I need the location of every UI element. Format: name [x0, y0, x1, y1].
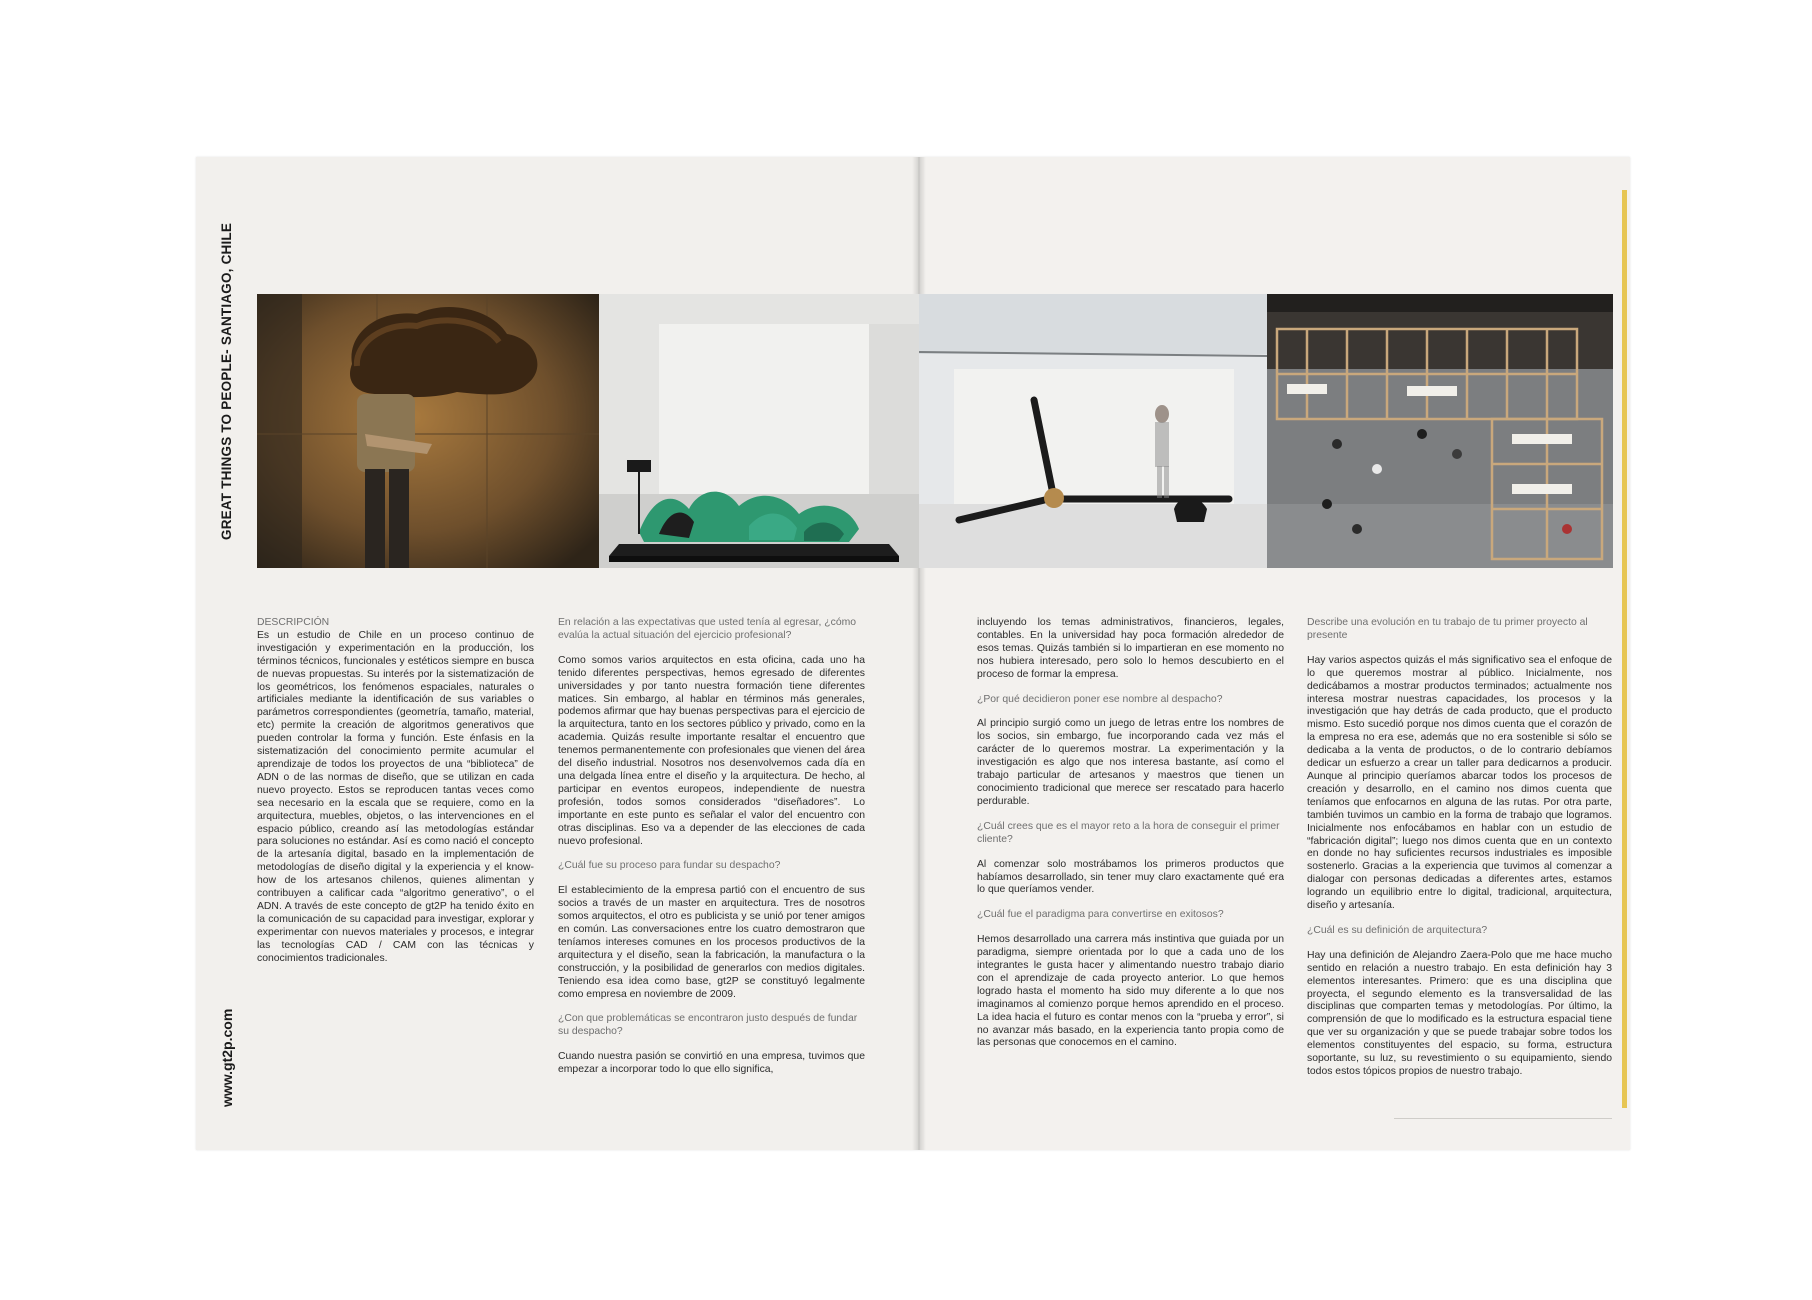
answer: Como somos varios arquitectos en esta oficina, cada uno ha tenido diferentes perspectivas, hemos egresado de diferentes universidades y por tanto nuestra formación tiene diferentes matices. Sin embargo, al hablar en términos más generales, podemos afirmar que hay buenas perspectivas para el ejercicio de la arquitectura, tanto en los sectores público y privado, como en la academia. Quizás resulte importante resaltar el encuentro que tenemos permanentemente con profesionales que vienen del área del diseño industrial. Nosotros nos desenvolvemos cada día en una delgada línea entre el diseño y la arquitectura. De hecho, al participar en eventos europeos, independiente de nuestra profesión, todos somos considerados “diseñadores”. Lo importante en este punto es señalar el valor del encuentro con otras disciplinas. Eso va a depender de las elecciones de cada nuevo profesional. [558, 654, 865, 847]
answer: El establecimiento de la empresa partió con el encuentro de sus socios a través de un master en arquitectura. Tres de nosotros somos arquitectos, el otro es publicista y se unió por tener amigos en común. Las conversaciones entre los cuatro demostraron que teníamos intereses comunes en los procesos productivos de la arquitectura y el diseño, sean la fabricación, la manufactura o la construcción, y la posibilidad de generarlos con medios digitales. Teniendo esa idea como base, gt2P se constituyó legalmente como empresa en noviembre de 2009. [558, 885, 865, 1000]
article-column-3 [977, 617, 1284, 1062]
description-paragraph: Es un estudio de Chile en un proceso continuo de investigación y experimentación en la producción, los términos técnicos, funcionales y estéticos siempre en busca de nuevas propuestas. Su interés por la sistematización de los geométricos, los fenómenos espaciales, naturales o artificiales mediante la identificación de sus variables o parámetros correspondientes (geometría, tamaño, material, etc) permite la creación de algoritmos generativos que pueden controlar la forma y función. Este énfasis en la sistematización del conocimiento permite acumular el aprendizaje de todos los proyectos de una “biblioteca” de ADN o de las normas de diseño, que se utilizan en cada nuevo proyecto. Estos se reproducen tantas veces como sea necesario en la escala que se requiere, como en la arquitectura, muebles, objetos, o las intervenciones en el espacio público, creando así las metodologías estándar para soluciones no estándar. Así es como nació el concepto de la artesanía digital, basado en la implementación de metodologías de diseño digital y la experiencia y el know-how de los artesanos chilenos, quienes alimentan y contribuyen a calificar cada “algoritmo generativo”, o el ADN. A través de este concepto de gt2P ha tenido éxito en la comunicación de su capacidad para investigar, explorar y experimentar con nuevos materiales y procesos, e integrar las tecnologías CAD / CAM con las técnicas y conocimientos tradicionales. [257, 629, 534, 964]
article-column-2 [558, 617, 865, 1089]
photo-man-with-fiber-sculpture [257, 294, 599, 568]
answer: Al comenzar solo mostrábamos los primeros productos que habíamos desarrollado, sin tener muy claro exactamente qué era lo que queríamos vender. [977, 858, 1284, 896]
answer: Hay una definición de Alejandro Zaera-Polo que me hace mucho sentido en relación a nuestro trabajo. En esta definición hay 3 elementos interesantes. Primero: que es una disciplina que proyecta, el segundo elemento es la transversalidad de las disciplinas que comparten temas y metodologías. Por último, la comprensión de que lo modificado es la estructura espacial tiene que ver su organización y que se puede trabajar sobre todos los elementos constituyentes del espacio, su forma, estructura soportante, su luz, su revestimiento o su equipamiento, siendo todos estos tópicos propios de nuestro trabajo. [1307, 949, 1612, 1077]
article-column-4 [1307, 617, 1612, 1091]
question: Describe una evolución en tu trabajo de tu primer proyecto al presente [1307, 617, 1588, 641]
footer-rule [1394, 1118, 1612, 1119]
question: ¿Por qué decidieron poner ese nombre al despacho? [977, 693, 1223, 705]
answer: Hemos desarrollado una carrera más instintiva que guiada por un paradigma, siempre orientada por lo que a cada uno de los integrantes le gusta hacer y alimentando nuestro trabajo diario con el aprendizaje de cada proyecto anterior. Lo que hemos logrado hasta el momento ha sido muy diferente a lo que nos imaginamos al comienzo porque hemos aprendido en el proceso. La idea hacia el futuro es contar menos con la “prueba y error”, si no avanzar más basado, en la experiencia tanto propia como de las personas que conocemos en el camino. [977, 934, 1284, 1049]
section-heading: DESCRIPCIÓN [257, 617, 330, 628]
photo-strip [257, 294, 1613, 568]
question: ¿Cuál es su definición de arquitectura? [1307, 924, 1488, 936]
photo-green-felt-landscape-installation [599, 294, 919, 568]
question: ¿Cuál crees que es el mayor reto a la hora de conseguir el primer cliente? [977, 820, 1280, 845]
question: ¿Con que problemáticas se encontraron justo después de fundar su despacho? [558, 1013, 858, 1038]
answer: Hay varios aspectos quizás el más significativo sea el enfoque de lo que queremos mostrar al público. Inicialmente, nos dedicábamos a mostrar productos terminados; actualmente nos interesa mostrar nuestras capacidades, los procesos y la investigación que hay detrás de cada producto, que el producto mismo. Esto sucedió porque nos dimos cuenta que el corazón de la empresa no era ese, además que no era sostenible si sólo se dedicaba a la venta de productos, o de lo contrario debíamos dedicar un esfuerzo a crear un taller para dedicarnos a producir. Aunque al principio queríamos abarcar todos los procesos de creación y desarrollo, en el camino nos dimos cuenta que teníamos que enfocarnos en alguna de las rutas. Por otra parte, también tuvimos un cambio en la forma de trabajo que logramos. Inicialmente nos enfocábamos en hablar con un estudio de “fabricación digital”; luego nos dimos cuenta que en un contexto en donde no hay suficientes recursos industriales es imposible sostenerlo. Gracias a la experiencia que tuvimos al comenzar a dialogar con personas dedicadas a diferentes artes, estamos logrando un equilibrio entre lo digital, tradicional, arquitectura, diseño y artesanía. [1307, 654, 1612, 912]
photo-aerial-wooden-frame-exhibition [1267, 294, 1613, 568]
answer: Cuando nuestra pasión se convirtió en una empresa, tuvimos que empezar a incorporar todo lo que ello significa, [558, 1051, 865, 1076]
question: ¿Cuál fue su proceso para fundar su despacho? [558, 860, 781, 872]
answer: incluyendo los temas administrativos, financieros, legales, contables. En la universidad hay poca formación alrededor de esos temas. Quizás también si lo impartieran en ese momento no nos hubiera interesado, pero solo lo hemos descubierto en el proceso de formar la empresa. [977, 617, 1284, 680]
vertical-url: www.gt2p.com [219, 1008, 235, 1107]
question: ¿Cuál fue el paradigma para convertirse en exitosos? [977, 909, 1224, 921]
answer: Al principio surgió como un juego de letras entre los nombres de los socios, sin embargo, fue incorporando cada vez más el carácter de lo queremos mostrar. La experimentación y la investigación es algo que nos interesa bastante, así como el trabajo particular de artesanos y maestros que tienen un conocimiento tradicional que merece ser rescatado para hacerlo perdurable. [977, 718, 1284, 807]
question: En relación a las expectativas que usted tenía al egresar, ¿cómo evalúa la actual situación del ejercicio profesional? [558, 617, 857, 641]
photo-tripod-chair-exhibition [919, 294, 1267, 568]
vertical-title: GREAT THINGS TO PEOPLE- SANTIAGO, CHILE [219, 222, 234, 540]
yellow-accent-bar [1622, 190, 1627, 1108]
article-column-1 [257, 617, 534, 977]
